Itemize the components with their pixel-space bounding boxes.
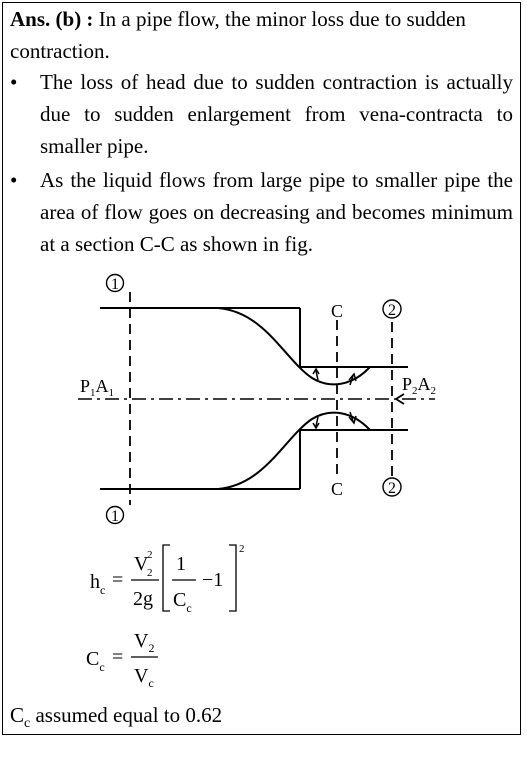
svg-text:2: 2	[147, 567, 153, 579]
answer-intro-text: In a pipe flow, the minor loss due to sudden contraction.	[10, 7, 466, 63]
svg-text:=: =	[112, 646, 124, 668]
contraction-coefficient-formula	[86, 630, 158, 690]
p1-a1-label: $P_1A_1$	[80, 376, 115, 399]
cc-assumption: $C_c$ assumed equal to 0.62	[10, 703, 223, 732]
p2-a2-label: $P_2A_2$	[402, 374, 437, 397]
svg-text:Cc: $C_c$	[173, 589, 192, 615]
svg-text:V: V	[134, 553, 149, 575]
svg-text:Vc: $V_c$	[134, 665, 154, 690]
section-1-top-label: 1	[111, 276, 119, 293]
lower-streamline	[218, 413, 370, 489]
svg-text:1: 1	[176, 553, 186, 575]
svg-text:hc: $h_c$	[90, 571, 106, 597]
section-1-bottom-label: 1	[111, 508, 119, 525]
section-c-top-label: C	[330, 301, 344, 321]
head-loss-formula	[90, 543, 245, 615]
bullet-text-1: The loss of head due to sudden contraction is actually due to sudden enlargement from vena-contracta to smaller pipe.	[40, 70, 513, 158]
section-2-bottom-label: 2	[388, 480, 396, 497]
bullet-marker: •	[10, 70, 18, 94]
svg-text:=: =	[112, 569, 124, 591]
upper-streamline	[218, 308, 370, 384]
section-2-top-label: 2	[388, 302, 396, 319]
bullet-marker: •	[10, 168, 18, 192]
svg-text:2: 2	[239, 543, 245, 555]
svg-text:Cc: $C_c$	[86, 648, 105, 674]
svg-text:V2: $V_2$	[134, 630, 155, 655]
section-c-bottom-label: C	[330, 479, 344, 499]
bullet-text-2: As the liquid flows from large pipe to smaller pipe the area of flow goes on decreasing and becomes minimum at a section C-C as shown in fig.	[40, 168, 513, 256]
answer-label: Ans. (b) :	[10, 7, 94, 31]
svg-text:2g: 2g	[133, 588, 153, 610]
svg-text:2: 2	[147, 549, 153, 561]
svg-text:−1: −1	[202, 569, 224, 591]
